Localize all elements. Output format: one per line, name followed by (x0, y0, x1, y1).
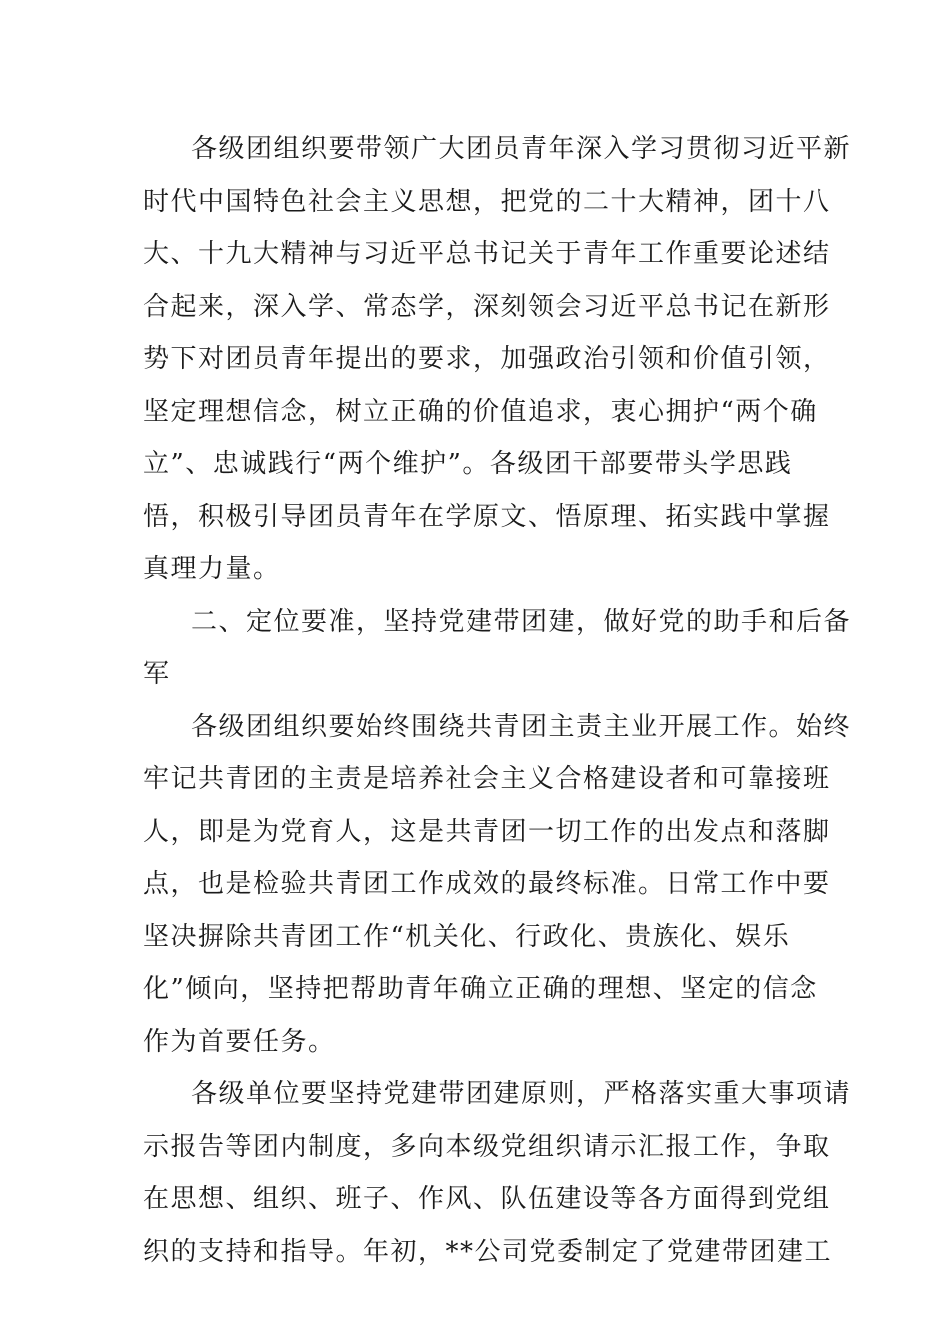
text-line: 化”倾向，坚持把帮助青年确立正确的理想、坚定的信念 (143, 974, 818, 1004)
text-line: 各级团组织要带领广大团员青年深入学习贯彻习近平新 (191, 134, 852, 164)
heading-line: 二、定位要准，坚持党建带团建，做好党的助手和后备 (191, 606, 852, 637)
paragraph-party-leads-league (143, 1068, 852, 1278)
text-line: 真理力量。 (143, 554, 281, 584)
text-line: 示报告等团内制度，多向本级党组织请示汇报工作，争取 (143, 1131, 831, 1162)
document-body (143, 123, 852, 1278)
text-line: 各级单位要坚持党建带团建原则，严格落实重大事项请 (191, 1079, 852, 1109)
text-line: 在思想、组织、班子、作风、队伍建设等各方面得到党组 (143, 1184, 831, 1214)
text-line: 牢记共青团的主责是培养社会主义合格建设者和可靠接班 (143, 764, 831, 794)
text-line: 各级团组织要始终围绕共青团主责主业开展工作。始终 (191, 711, 852, 742)
text-line: 作为首要任务。 (143, 1026, 336, 1057)
text-line: 时代中国特色社会主义思想，把党的二十大精神，团十八 (143, 186, 831, 217)
text-line: 势下对团员青年提出的要求，加强政治引领和价值引领， (143, 344, 831, 374)
text-line: 人，即是为党育人，这是共青团一切工作的出发点和落脚 (143, 816, 831, 847)
paragraph-study-thought (143, 123, 852, 596)
text-line: 立”、忠诚践行“两个维护”。各级团干部要带头学思践 (143, 449, 793, 479)
text-line: 点，也是检验共青团工作成效的最终标准。日常工作中要 (143, 869, 831, 899)
text-line: 坚决摒除共青团工作“机关化、行政化、贵族化、娱乐 (143, 921, 791, 952)
text-line: 织的支持和指导。年初，**公司党委制定了党建带团建工 (143, 1236, 833, 1267)
text-line: 悟，积极引导团员青年在学原文、悟原理、拓实践中掌握 (143, 501, 831, 532)
text-line: 坚定理想信念，树立正确的价值追求，衷心拥护“两个确 (143, 396, 818, 427)
paragraph-main-responsibility (143, 701, 852, 1069)
section-heading-positioning (143, 596, 852, 701)
text-line: 大、十九大精神与习近平总书记关于青年工作重要论述结 (143, 239, 831, 269)
text-line: 合起来，深入学、常态学，深刻领会习近平总书记在新形 (143, 291, 831, 322)
heading-line: 军 (143, 659, 171, 689)
